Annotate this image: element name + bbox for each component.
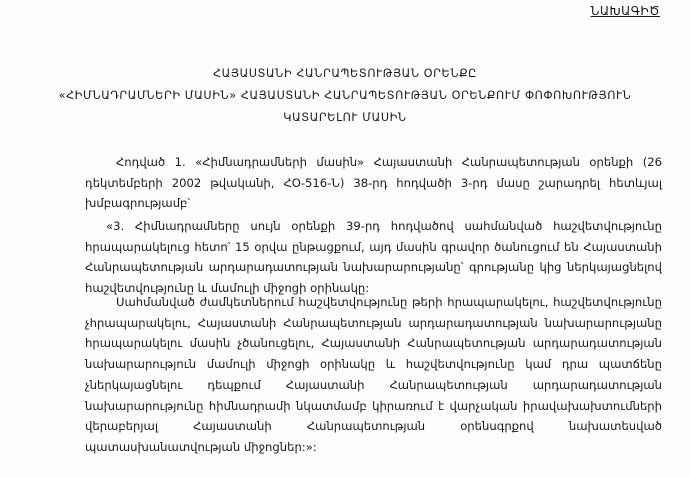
article-1-paragraph: Հոդված 1. «Հիմնադրամների մասին» Հայաստանի Հանրապետության օրենքի (26 դեկտեմբերի 2002 թվականի, ՀՕ-516-Ն) 38-րդ հոդվածի 3-րդ մասը շարադրել հետևյալ խմբագրությամբ՝ [85,155,662,211]
title-line-3: ԿԱՏԱՐԵԼՈՒ ՄԱՍԻՆ [283,111,407,124]
title-line-1: ՀԱՅԱՍՏԱՆԻ ՀԱՆՐԱՊԵՏՈՒԹՅԱՆ ՕՐԵՆՔԸ [213,67,477,80]
amendment-paragraph-1: «3. Հիմնադրամները սույն օրենքի 39-րդ հոդվածով սահմանված հաշվետվությունը հրապարակելուց հետո՝ 15 օրվա ընթացքում, այդ մասին գրավոր ծանուցում են Հայաստանի Հանրապետության արդարադատության նախարարությանը՝ գրությանը կից ներկայացնելով հաշվետվությունը և մամուլի միջոցի օրինակը: [85,219,662,296]
amendment-paragraph-2: Սահմանված ժամկետներում հաշվետվությունը թերի հրապարակելու, հաշվետվությունը չհրապարակելու, Հայաստանի Հանրապետության արդարադատության նախարարությանը հրապարակելու մասին չծանուցելու, Հայաստանի Հանրապետության արդարադատության նախարարություն մամուլի միջոցի օրինակը և հաշվետվությունը կամ դրա պատճենը չներկայացնելու դեպքում Հայաստանի Հանրապետության արդարադատության նախարարությունը հիմնադրամի նկատմամբ կիրառում է վարչական իրավախախտումների վերաբերյալ Հայաստանի Հանրապետության օրենսգրքով նախատեսված պատասխանատվության միջոցներ:»: [85,295,662,454]
title-line-2: «ՀԻՄՆԱԴՐԱՄՆԵՐԻ ՄԱՍԻՆ» ՀԱՅԱՍՏԱՆԻ ՀԱՆՐԱՊԵՏՈՒԹՅԱՆ ՕՐԵՆՔՈՒՄ ՓՈՓՈԽՈՒԹՅՈՒՆ [58,89,632,102]
draft-label: ՆԱԽԱԳԻԾ [590,4,660,18]
